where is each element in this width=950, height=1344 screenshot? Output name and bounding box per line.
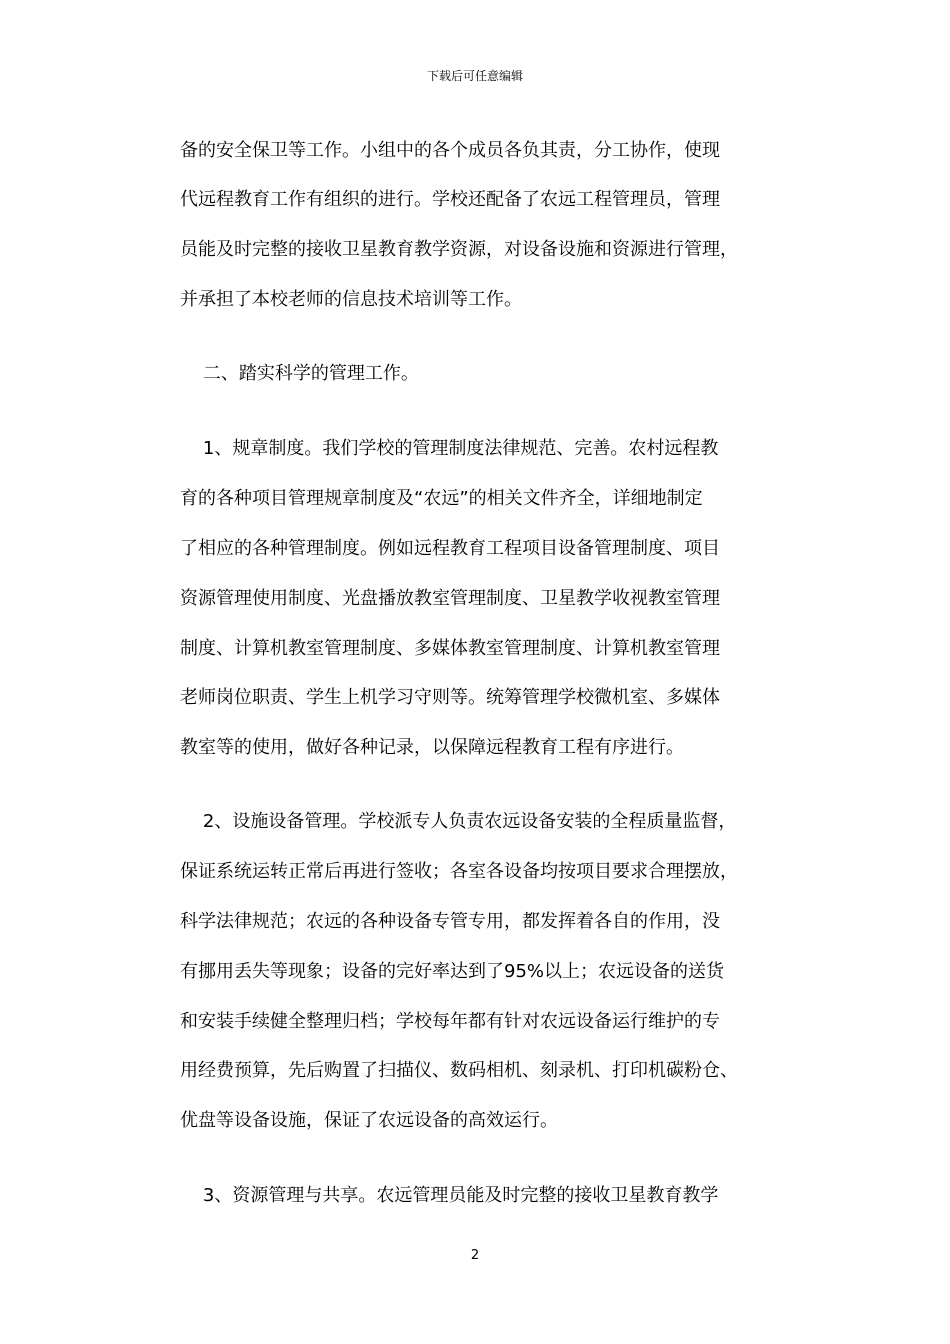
body-line: 员能及时完整的接收卫星教育教学资源，对设备设施和资源进行管理， — [180, 239, 738, 260]
body-line: 1、规章制度。我们学校的管理制度法律规范、完善。农村远程教 — [180, 438, 719, 459]
body-line: 了相应的各种管理制度。例如远程教育工程项目设备管理制度、项目 — [180, 538, 720, 559]
body-line: 资源管理使用制度、光盘播放教室管理制度、卫星教学收视教室管理 — [180, 588, 720, 609]
body-line: 用经费预算，先后购置了扫描仪、数码相机、刻录机、打印机碳粉仓、 — [180, 1060, 738, 1081]
page-number: 2 — [470, 1248, 480, 1263]
body-line: 备的安全保卫等工作。小组中的各个成员各负其责，分工协作，使现 — [180, 140, 720, 161]
body-line: 制度、计算机教室管理制度、多媒体教室管理制度、计算机教室管理 — [180, 638, 720, 659]
body-line: 优盘等设备设施，保证了农远设备的高效运行。 — [180, 1110, 558, 1131]
body-line: 代远程教育工作有组织的进行。学校还配备了农远工程管理员，管理 — [180, 189, 720, 210]
body-line: 保证系统运转正常后再进行签收；各室各设备均按项目要求合理摆放， — [180, 861, 738, 882]
body-line: 科学法律规范；农远的各种设备专管专用，都发挥着各自的作用，没 — [180, 911, 720, 932]
body-line: 教室等的使用，做好各种记录，以保障远程教育工程有序进行。 — [180, 737, 684, 758]
body-line: 有挪用丢失等现象；设备的完好率达到了95%以上；农远设备的送货 — [180, 961, 725, 982]
body-line: 和安装手续健全整理归档；学校每年都有针对农远设备运行维护的专 — [180, 1011, 720, 1032]
page-header: 下载后可任意编辑 — [426, 69, 523, 83]
body-line: 3、资源管理与共享。农远管理员能及时完整的接收卫星教育教学 — [180, 1185, 719, 1206]
body-line: 老师岗位职责、学生上机学习守则等。统筹管理学校微机室、多媒体 — [180, 687, 720, 708]
body-line: 2、设施设备管理。学校派专人负责农远设备安装的全程质量监督， — [180, 811, 737, 832]
body-line: 并承担了本校老师的信息技术培训等工作。 — [180, 289, 522, 310]
body-line: 育的各种项目管理规章制度及“农远”的相关文件齐全，详细地制定 — [180, 488, 703, 509]
section-heading: 二、踏实科学的管理工作。 — [180, 363, 419, 384]
